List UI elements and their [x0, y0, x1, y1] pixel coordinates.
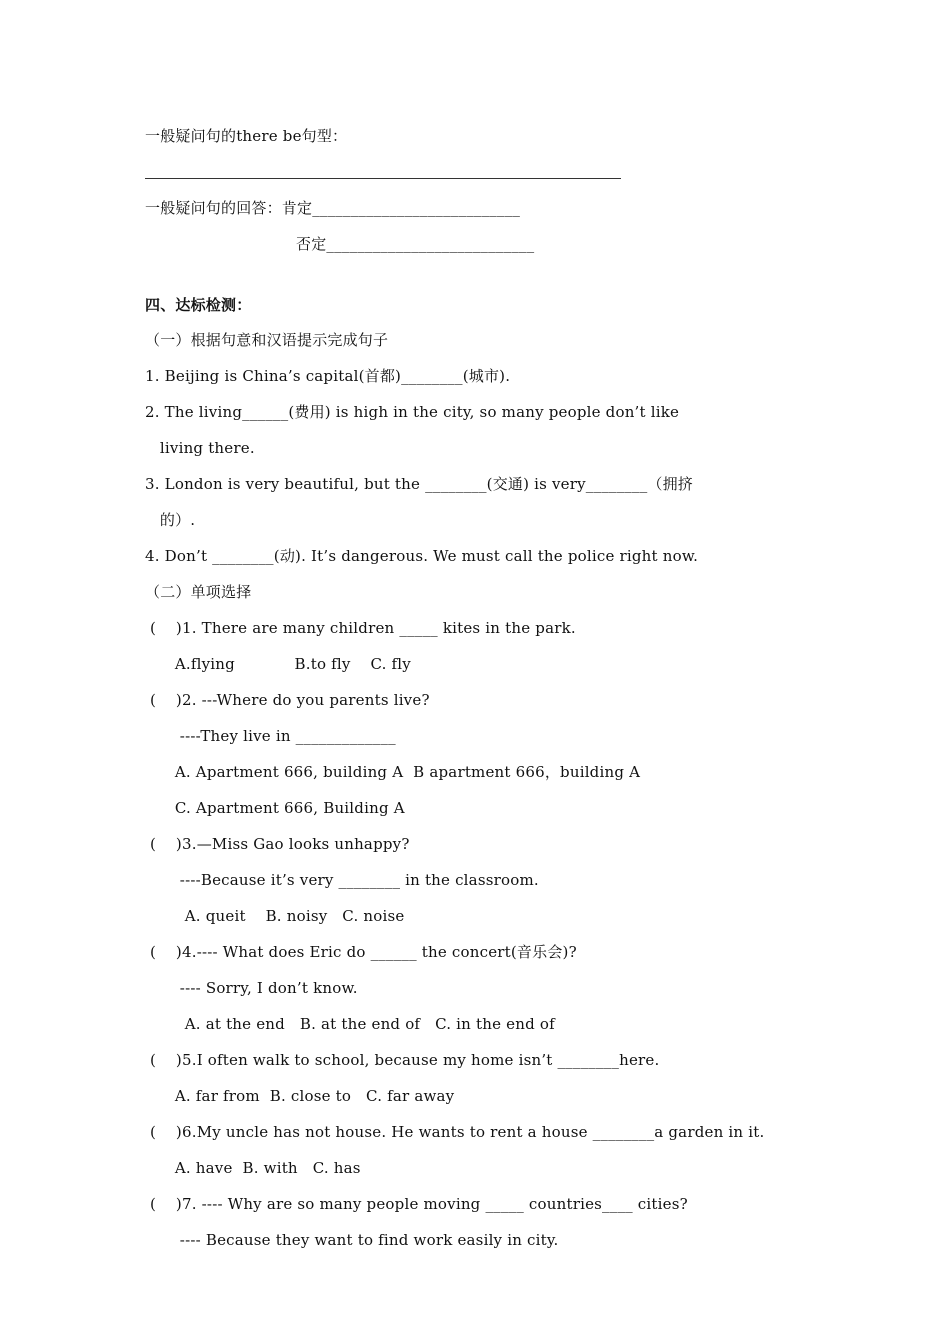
question-line: ( )7. ---- Why are so many people moving _____ countries____ cities? [150, 1195, 688, 1213]
options-line: C. Apartment 666, Building A [150, 799, 405, 817]
dialogue-line: ---- Sorry, I don’t know. [150, 979, 358, 997]
question-line: ( )1. There are many children _____ kites in the park. [150, 619, 576, 637]
part1-item: 4. Don’t ________(动). It’s dangerous. We must call the police right now. [145, 547, 699, 565]
part1-item: 1. Beijing is China’s capital(首都)________(城市). [145, 367, 511, 385]
options-line: A. Apartment 666, building A B apartment 666，building A [150, 763, 641, 781]
answer-negative-line: 否定___________________________ [296, 235, 535, 253]
answer-blank-line [145, 178, 621, 179]
question-line: ( )3.—Miss Gao looks unhappy? [150, 835, 410, 853]
part2-title: （二）单项选择 [145, 583, 252, 601]
section-title: 四、达标检测： [145, 296, 252, 314]
part1-item: 3. London is very beautiful, but the ________(交通) is very________（拥挤 [145, 475, 693, 493]
options-line: A.flying B.to fly C. fly [150, 655, 411, 673]
question-line: ( )4.---- What does Eric do ______ the concert(音乐会)? [150, 943, 577, 961]
dialogue-line: ----Because it’s very ________ in the classroom. [150, 871, 539, 889]
dialogue-line: ---- Because they want to find work easily in city. [150, 1231, 559, 1249]
question-line: ( )2. ---Where do you parents live? [150, 691, 430, 709]
part1-item: living there. [145, 439, 255, 457]
part1-item: 2. The living______(费用) is high in the city, so many people don’t like [145, 403, 680, 421]
general-question-pattern-label: 一般疑问句的there be句型： [145, 127, 348, 145]
question-line: ( )5.I often walk to school, because my home isn’t ________here. [150, 1051, 660, 1069]
options-line: A. at the end B. at the end of C. in the end of [150, 1015, 555, 1033]
question-line: ( )6.My uncle has not house. He wants to rent a house ________a garden in it. [150, 1123, 765, 1141]
options-line: A. queit B. noisy C. noise [150, 907, 405, 925]
part1-title: （一）根据句意和汉语提示完成句子 [145, 331, 389, 349]
part1-item: 的）. [145, 511, 196, 529]
options-line: A. have B. with C. has [150, 1159, 361, 1177]
dialogue-line: ----They live in _____________ [150, 727, 396, 745]
answer-positive-line: 一般疑问句的回答：肯定___________________________ [145, 199, 521, 217]
options-line: A. far from B. close to C. far away [150, 1087, 455, 1105]
